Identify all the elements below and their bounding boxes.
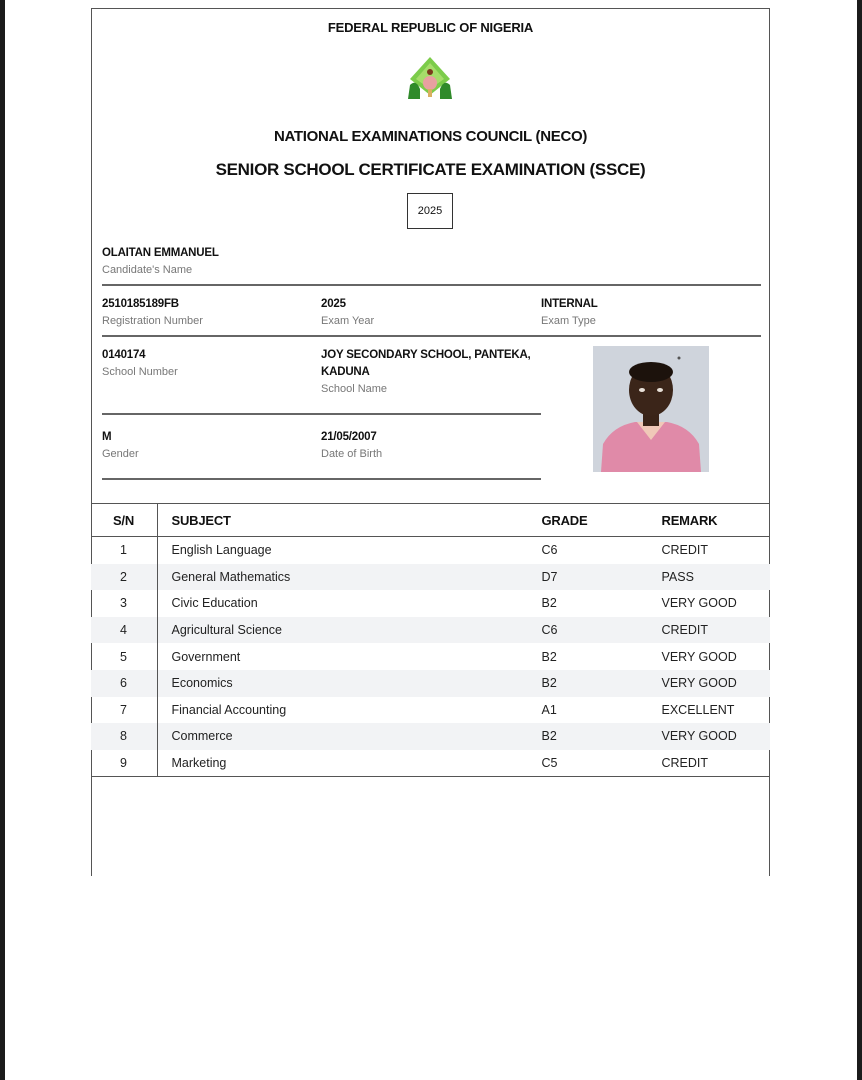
divider <box>102 284 761 286</box>
header-subject: SUBJECT <box>171 512 231 528</box>
row-sn: 9 <box>91 750 158 777</box>
table-header-row <box>91 504 770 537</box>
row-grade: C6 <box>541 543 558 558</box>
row-sn: 7 <box>91 697 158 724</box>
exam-type-value: INTERNAL <box>541 298 598 310</box>
year-value: 2025 <box>417 205 443 217</box>
row-subject: Economics <box>171 676 233 691</box>
row-subject: Civic Education <box>171 596 258 611</box>
row-grade: C5 <box>541 756 558 771</box>
school-name-label: School Name <box>321 383 388 395</box>
divider <box>102 335 761 337</box>
exam-year-label: Exam Year <box>321 315 375 327</box>
exam-year-value: 2025 <box>321 298 346 310</box>
row-subject: Agricultural Science <box>171 623 282 638</box>
row-remark: EXCELLENT <box>661 702 735 717</box>
row-remark: CREDIT <box>661 623 709 638</box>
screen-edge-right <box>857 0 862 1080</box>
row-grade: A1 <box>541 702 557 717</box>
candidate-name-field <box>102 245 219 279</box>
row-sn: 5 <box>91 643 158 670</box>
row-remark: VERY GOOD <box>661 676 737 691</box>
registration-label: Registration Number <box>102 315 203 327</box>
gender-label: Gender <box>102 448 139 460</box>
row-subject: Marketing <box>171 756 227 771</box>
dob-label: Date of Birth <box>321 448 383 460</box>
row-sn: 4 <box>91 617 158 644</box>
table-row <box>91 617 770 644</box>
school-number-field <box>102 347 178 381</box>
table-row <box>91 537 770 564</box>
divider <box>102 478 541 480</box>
row-grade: B2 <box>541 649 557 664</box>
exam-year-field <box>321 296 374 330</box>
divider <box>102 413 541 415</box>
candidate-name-label: Candidate's Name <box>102 264 193 276</box>
neco-crest-icon <box>402 55 458 103</box>
row-grade: B2 <box>541 729 557 744</box>
table-row <box>91 643 770 670</box>
row-subject: Government <box>171 649 241 664</box>
table-row <box>91 590 770 617</box>
row-subject: English Language <box>171 543 272 558</box>
exam-title: SENIOR SCHOOL CERTIFICATE EXAMINATION (SSCE) <box>215 160 646 179</box>
header-remark: REMARK <box>661 512 718 528</box>
table-row <box>91 723 770 750</box>
row-subject: Financial Accounting <box>171 702 287 717</box>
council-name: NATIONAL EXAMINATIONS COUNCIL (NECO) <box>273 128 588 145</box>
row-remark: VERY GOOD <box>661 596 737 611</box>
gender-field <box>102 429 139 463</box>
school-name-field <box>321 347 531 398</box>
screen-edge-left <box>0 0 5 1080</box>
table-row <box>91 697 770 724</box>
registration-value: 2510185189FB <box>102 298 179 310</box>
table-row <box>91 670 770 697</box>
row-remark: CREDIT <box>661 543 709 558</box>
row-remark: PASS <box>661 569 694 584</box>
row-grade: D7 <box>541 569 558 584</box>
row-sn: 6 <box>91 670 158 697</box>
row-grade: C6 <box>541 623 558 638</box>
candidate-photo <box>593 346 709 472</box>
row-grade: B2 <box>541 676 557 691</box>
row-subject: Commerce <box>171 729 233 744</box>
school-number-label: School Number <box>102 366 178 378</box>
country-heading: FEDERAL REPUBLIC OF NIGERIA <box>327 20 534 35</box>
registration-field <box>102 296 203 330</box>
gender-value: M <box>102 431 112 443</box>
result-sheet <box>91 8 770 876</box>
candidate-name-value: OLAITAN EMMANUEL <box>102 247 219 259</box>
school-name-value-line2: KADUNA <box>321 366 370 378</box>
row-sn: 3 <box>91 590 158 617</box>
header-sn: S/N <box>91 504 158 537</box>
row-sn: 8 <box>91 723 158 750</box>
row-sn: 1 <box>91 537 158 564</box>
table-row <box>91 564 770 591</box>
table-row <box>91 750 770 777</box>
exam-type-field <box>541 296 598 330</box>
dob-value: 21/05/2007 <box>321 431 377 443</box>
row-remark: VERY GOOD <box>661 729 737 744</box>
results-table <box>91 503 770 777</box>
row-subject: General Mathematics <box>171 569 291 584</box>
row-remark: CREDIT <box>661 756 709 771</box>
school-number-value: 0140174 <box>102 349 146 361</box>
row-remark: VERY GOOD <box>661 649 737 664</box>
row-grade: B2 <box>541 596 557 611</box>
row-sn: 2 <box>91 564 158 591</box>
school-name-value-line1: JOY SECONDARY SCHOOL, PANTEKA, <box>321 349 531 361</box>
exam-type-label: Exam Type <box>541 315 596 327</box>
dob-field <box>321 429 382 463</box>
year-box <box>407 193 453 229</box>
header-grade: GRADE <box>541 512 588 528</box>
